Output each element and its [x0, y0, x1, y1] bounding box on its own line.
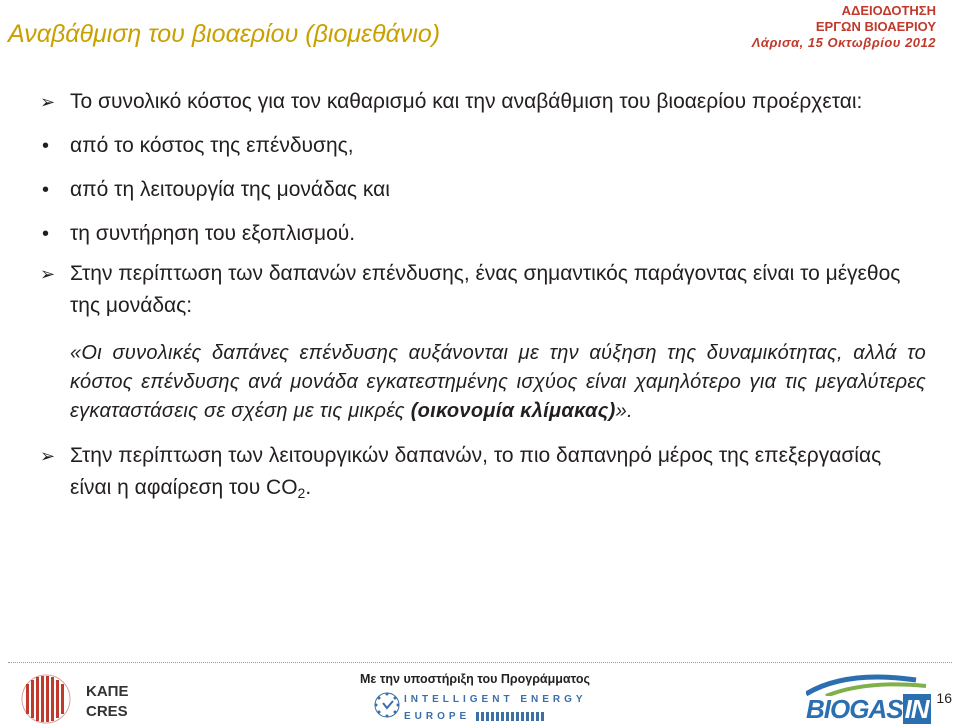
quote-bold-text: (οικονομία κλίμακας): [410, 400, 616, 422]
quote-end: ».: [615, 400, 633, 422]
slide-body: [40, 86, 926, 509]
program-support-text: Με την υποστήριξη του Προγράμματος: [360, 672, 590, 686]
list-item-text: τη συντήρηση του εξοπλισμού.: [70, 222, 356, 245]
page-number: 16: [936, 690, 952, 706]
slide-title: Αναβάθμιση του βιοαερίου (βιομεθάνιο): [8, 20, 441, 48]
list-item: [42, 168, 926, 212]
intelligent-energy-europe-icon: [374, 690, 400, 720]
dot-bullet-icon: •: [42, 135, 50, 157]
header-event-info: [752, 3, 936, 51]
list-item: [42, 212, 926, 256]
quote-text: «Οι συνολικές δαπάνες επένδυσης αυξάνονται με την αύξηση της δυναμικότητας, αλλά το κόστος επένδυσης ανά μονάδα εγκατεστημένης ισχύος είναι χαμηλότερο για τις μεγαλύτερες εγκαταστάσεις σε σχέση με τις μικρές: [70, 342, 926, 422]
ie-line2: EUROPE: [404, 711, 471, 722]
ie-row-2: [404, 708, 587, 725]
biogasin-logo-icon: [806, 674, 932, 696]
header-org-line2: ΕΡΓΩΝ ΒΙΟΑΕΡΙΟΥ: [815, 19, 936, 34]
subscript-2: 2: [297, 485, 306, 501]
footer-divider: [8, 662, 952, 663]
header-org-line1: ΑΔΕΙΟΔΟΤΗΣΗ: [841, 3, 936, 18]
arrowhead-bullet-icon: ➢: [40, 264, 56, 284]
kape-label: ΚΑΠΕ: [86, 683, 129, 700]
header-date: Λάρισα, 15 Οκτωβρίου 2012: [751, 35, 936, 50]
biogasin-logo-text: [806, 694, 932, 725]
paragraph-text: Το συνολικό κόστος για τον καθαρισμό και την αναβάθμιση του βιοαερίου προέρχεται:: [70, 90, 863, 113]
dot-bullet-icon: •: [42, 223, 50, 245]
ie-stripe-decoration: [476, 712, 546, 721]
ie-row-1: [404, 691, 587, 708]
dot-bullet-icon: •: [42, 179, 50, 201]
cres-label: CRES: [86, 703, 128, 720]
biogas-in-label: IN: [904, 694, 929, 724]
biogas-label: BIOGAS: [806, 694, 903, 724]
kape-cres-label: [86, 682, 129, 722]
economy-of-scale-quote: [70, 339, 926, 426]
paragraph-investment-costs: [40, 258, 926, 322]
ie-line1: INTELLIGENT ENERGY: [404, 694, 587, 705]
paragraph-text: Στην περίπτωση των λειτουργικών δαπανών, το πιο δαπανηρό μέρος της επεξεργασίας είναι η αφαίρεση του CO: [70, 444, 882, 499]
arrowhead-bullet-icon: ➢: [40, 92, 56, 112]
intelligent-energy-europe-label: [404, 691, 587, 725]
paragraph-operating-costs: [40, 440, 926, 509]
paragraph-total-cost: [40, 86, 926, 118]
cost-sources-list: [42, 124, 926, 256]
arrowhead-bullet-icon: ➢: [40, 446, 56, 466]
list-item: [42, 124, 926, 168]
paragraph-text: Στην περίπτωση των δαπανών επένδυσης, ένας σημαντικός παράγοντας είναι το μέγεθος της μονάδας:: [70, 262, 901, 317]
kape-logo-icon: [16, 672, 80, 726]
list-item-text: από τη λειτουργία της μονάδας και: [70, 178, 390, 201]
list-item-text: από το κόστος της επένδυσης,: [70, 134, 354, 157]
paragraph-end: .: [305, 476, 312, 499]
